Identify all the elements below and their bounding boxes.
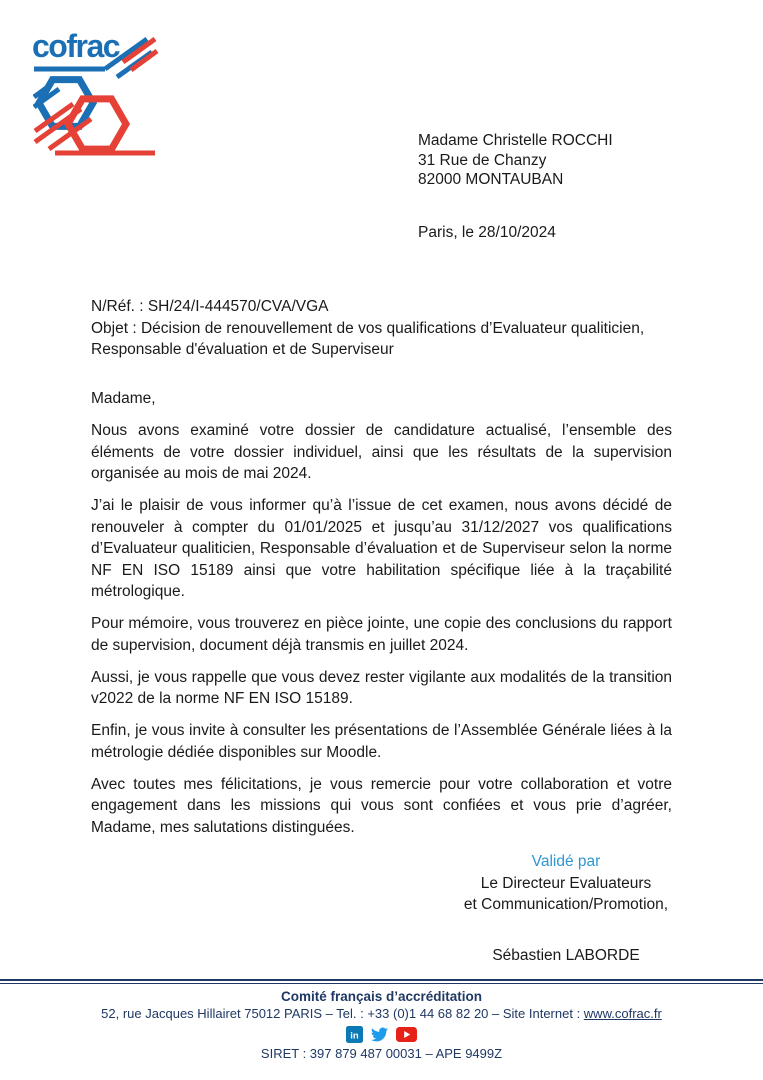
cofrac-logo-graphic <box>33 31 165 163</box>
recipient-city: 82000 MONTAUBAN <box>418 171 564 188</box>
footer-siret-line: SIRET : 397 879 487 00031 – APE 9499Z <box>260 1046 503 1061</box>
footer-divider <box>0 979 763 984</box>
youtube-icon[interactable] <box>396 1027 417 1042</box>
svg-text:in: in <box>350 1030 359 1041</box>
paragraph: Aussi, je vous rappelle que vous devez rester vigilante aux modalités de la transition v2022 de la norme NF EN ISO 15189. <box>91 668 672 707</box>
paragraph: Avec toutes mes félicitations, je vous remercie pour votre collaboration et votre engagement dans les missions qui vous sont confiées et vous prie d’agréer, Madame, mes salutations distinguées. <box>91 775 672 836</box>
signature-block <box>450 851 682 966</box>
signer-title-line2: et Communication/Promotion, <box>463 896 669 913</box>
salutation: Madame, <box>91 389 156 407</box>
linkedin-icon[interactable] <box>346 1026 363 1043</box>
recipient-street: 31 Rue de Chanzy <box>418 151 547 169</box>
cofrac-logo <box>33 31 165 163</box>
website-link[interactable]: www.cofrac.fr <box>583 1006 662 1021</box>
paragraph: J’ai le plaisir de vous informer qu’à l’issue de cet examen, nous avons décidé de renouveler à compter du 01/01/2025 et jusqu’au 31/12/2027 vos qualifications d’Evaluateur qualiticien, Responsable d’évaluation et de Superviseur selon la norme NF EN ISO 15189 ainsi que votre habilitation spécifique liée à la traçabilité métrologique. <box>91 497 672 600</box>
footer-address-line <box>0 1005 763 1022</box>
signer-name: Sébastien LABORDE <box>492 946 640 964</box>
paragraph: Enfin, je vous invite à consulter les présentations de l’Assemblée Générale liées à la métrologie dédiée disponibles sur Moodle. <box>91 722 672 761</box>
place-date: Paris, le 28/10/2024 <box>418 224 556 241</box>
social-icons-row <box>0 1025 763 1043</box>
paragraph: Nous avons examiné votre dossier de candidature actualisé, l’ensemble des éléments de votre dossier individuel, ainsi que les résultats de la supervision organisée au mois de mai 2024. <box>91 422 672 482</box>
twitter-icon[interactable] <box>370 1026 389 1043</box>
paragraph: Pour mémoire, vous trouverez en pièce jointe, une copie des conclusions du rapport de supervision, document déjà transmis en juillet 2024. <box>91 615 672 654</box>
recipient-name: Madame Christelle ROCCHI <box>418 132 613 149</box>
signer-title-line1: Le Directeur Evaluateurs <box>480 874 652 892</box>
reference-line: N/Réf. : SH/24/I-444570/CVA/VGA <box>91 298 329 315</box>
footer <box>0 988 763 1062</box>
cofrac-wordmark: cofrac <box>33 31 120 64</box>
letter-body <box>91 296 672 838</box>
recipient-block <box>418 131 613 190</box>
footer-address-text: 52, rue Jacques Hillairet 75012 PARIS – Tel. : +33 (0)1 44 68 82 20 – Site Internet : <box>101 1006 584 1021</box>
footer-org-name: Comité français d’accréditation <box>280 989 483 1004</box>
subject-line: Objet : Décision de renouvellement de vos qualifications d’Evaluateur qualiticien, Responsable d'évaluation et de Superviseur <box>91 319 645 358</box>
validated-by-label: Validé par <box>531 853 601 870</box>
